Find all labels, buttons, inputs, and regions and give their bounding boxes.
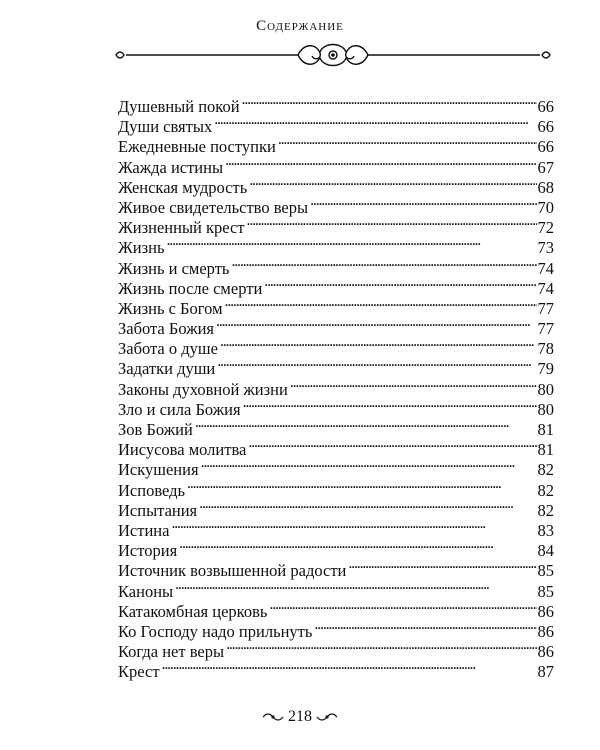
toc-entry-title: Жизненный крест — [118, 218, 245, 238]
toc-leader-dots — [278, 132, 537, 152]
toc-entry-title: Женская мудрость — [118, 177, 248, 197]
running-header: Содержание — [256, 18, 344, 34]
toc-entry-title: Искушения — [118, 460, 199, 480]
toc-entry-page: 87 — [537, 662, 554, 682]
toc-entry — [118, 657, 554, 682]
toc-leader-dots — [247, 213, 537, 233]
toc-entry-title: Зло и сила Божия — [118, 399, 241, 419]
toc-leader-dots — [225, 294, 537, 314]
header-ornament-icon — [112, 40, 554, 70]
toc-leader-dots — [216, 314, 536, 334]
toc-entry-title: Ежедневные поступки — [118, 137, 276, 157]
toc-entry-page: 66 — [537, 137, 554, 157]
toc-entry-title: Каноны — [118, 581, 174, 601]
toc-entry-page: 74 — [537, 278, 554, 298]
toc-entry-title: Жизнь — [118, 238, 165, 258]
toc-entry-title: История — [118, 541, 178, 561]
toc-leader-dots — [195, 415, 537, 435]
toc-entry-page: 82 — [537, 460, 554, 480]
toc-entry-title: Законы духовной жизни — [118, 379, 288, 399]
toc-entry-page: 74 — [537, 258, 554, 278]
toc-entry-page: 73 — [537, 238, 554, 258]
toc-leader-dots — [201, 455, 537, 475]
toc-leader-dots — [220, 334, 537, 354]
toc-entry-page: 85 — [537, 581, 554, 601]
toc-entry-page: 66 — [537, 117, 554, 137]
toc-entry-page: 84 — [537, 541, 554, 561]
toc-entry-title: Ко Господу надо прильнуть — [118, 621, 313, 641]
left-flourish-icon — [262, 711, 284, 723]
toc-entry-title: Жизнь и смерть — [118, 258, 230, 278]
toc-entry-title: Исповедь — [118, 480, 186, 500]
toc-entry — [118, 536, 554, 561]
toc-leader-dots — [231, 254, 536, 274]
toc-entry-title: Живое свидетельство веры — [118, 197, 309, 217]
toc-leader-dots — [171, 516, 536, 536]
toc-entry-page: 79 — [537, 359, 554, 379]
toc-entry-page: 80 — [537, 399, 554, 419]
toc-leader-dots — [242, 92, 537, 112]
toc-entry-page: 70 — [537, 197, 554, 217]
page-number: 218 — [288, 708, 312, 726]
toc-leader-dots — [175, 577, 536, 597]
toc-entry-page: 72 — [537, 218, 554, 238]
toc-leader-dots — [162, 657, 537, 677]
toc-entry-title: Забота Божия — [118, 319, 215, 339]
toc-entry-page: 67 — [537, 157, 554, 177]
toc-entry-page: 82 — [537, 480, 554, 500]
toc-leader-dots — [199, 496, 536, 516]
toc-entry-title: Источник возвышенной радости — [118, 561, 347, 581]
toc-entry-page: 66 — [537, 97, 554, 116]
toc-entry-page: 81 — [537, 440, 554, 460]
toc-entry-page: 86 — [537, 601, 554, 621]
toc-leader-dots — [310, 193, 536, 213]
toc-entry-title: Жизнь с Богом — [118, 298, 223, 318]
toc-entry — [118, 516, 554, 540]
toc-entry-title: Забота о душе — [118, 339, 218, 359]
toc-leader-dots — [314, 617, 536, 637]
toc-entry-page: 81 — [537, 420, 554, 439]
toc-leader-dots — [225, 153, 536, 173]
toc-leader-dots — [269, 597, 536, 617]
toc-entry-page: 86 — [537, 621, 554, 641]
toc-leader-dots — [167, 233, 537, 253]
toc-entry-title: Иисусова молитва — [118, 440, 247, 460]
toc-leader-dots — [179, 536, 536, 556]
toc-leader-dots — [249, 173, 536, 193]
toc-entry-page: 77 — [537, 298, 554, 318]
toc-entry-title: Истина — [118, 520, 170, 540]
toc-leader-dots — [264, 274, 536, 294]
toc-entry — [118, 233, 554, 258]
toc-entry-page: 80 — [537, 379, 554, 399]
page-footer — [0, 708, 600, 726]
toc-entry-title: Души святых — [118, 117, 213, 137]
toc-leader-dots — [348, 556, 536, 576]
table-of-contents — [118, 92, 554, 682]
toc-entry-title: Испытания — [118, 500, 198, 520]
toc-leader-dots — [226, 637, 536, 657]
toc-entry-title: Крест — [118, 662, 160, 682]
toc-leader-dots — [248, 435, 536, 455]
toc-entry-page: 78 — [537, 339, 554, 359]
toc-entry — [118, 577, 554, 601]
toc-entry — [118, 556, 554, 581]
toc-leader-dots — [214, 112, 536, 132]
toc-entry-page: 83 — [537, 520, 554, 540]
toc-entry-title: Задатки души — [118, 359, 216, 379]
toc-entry-title: Зов Божий — [118, 420, 193, 439]
toc-entry-page: 82 — [537, 500, 554, 520]
toc-leader-dots — [290, 375, 537, 395]
toc-entry-title: Жизнь после смерти — [118, 278, 263, 298]
toc-leader-dots — [243, 395, 537, 415]
right-flourish-icon — [316, 711, 338, 723]
toc-entry-title: Когда нет веры — [118, 642, 225, 662]
toc-entry-title: Жажда истины — [118, 157, 224, 177]
toc-leader-dots — [217, 354, 536, 374]
toc-entry — [118, 597, 554, 621]
toc-entry — [118, 92, 554, 116]
toc-entry-title: Катакомбная церковь — [118, 601, 268, 621]
toc-entry-page: 85 — [537, 561, 554, 581]
toc-leader-dots — [187, 476, 536, 496]
toc-entry-title: Душевный покой — [118, 97, 240, 116]
toc-entry-page: 68 — [537, 177, 554, 197]
toc-entry-page: 77 — [537, 319, 554, 339]
toc-entry — [118, 254, 554, 278]
toc-entry-page: 86 — [537, 642, 554, 662]
